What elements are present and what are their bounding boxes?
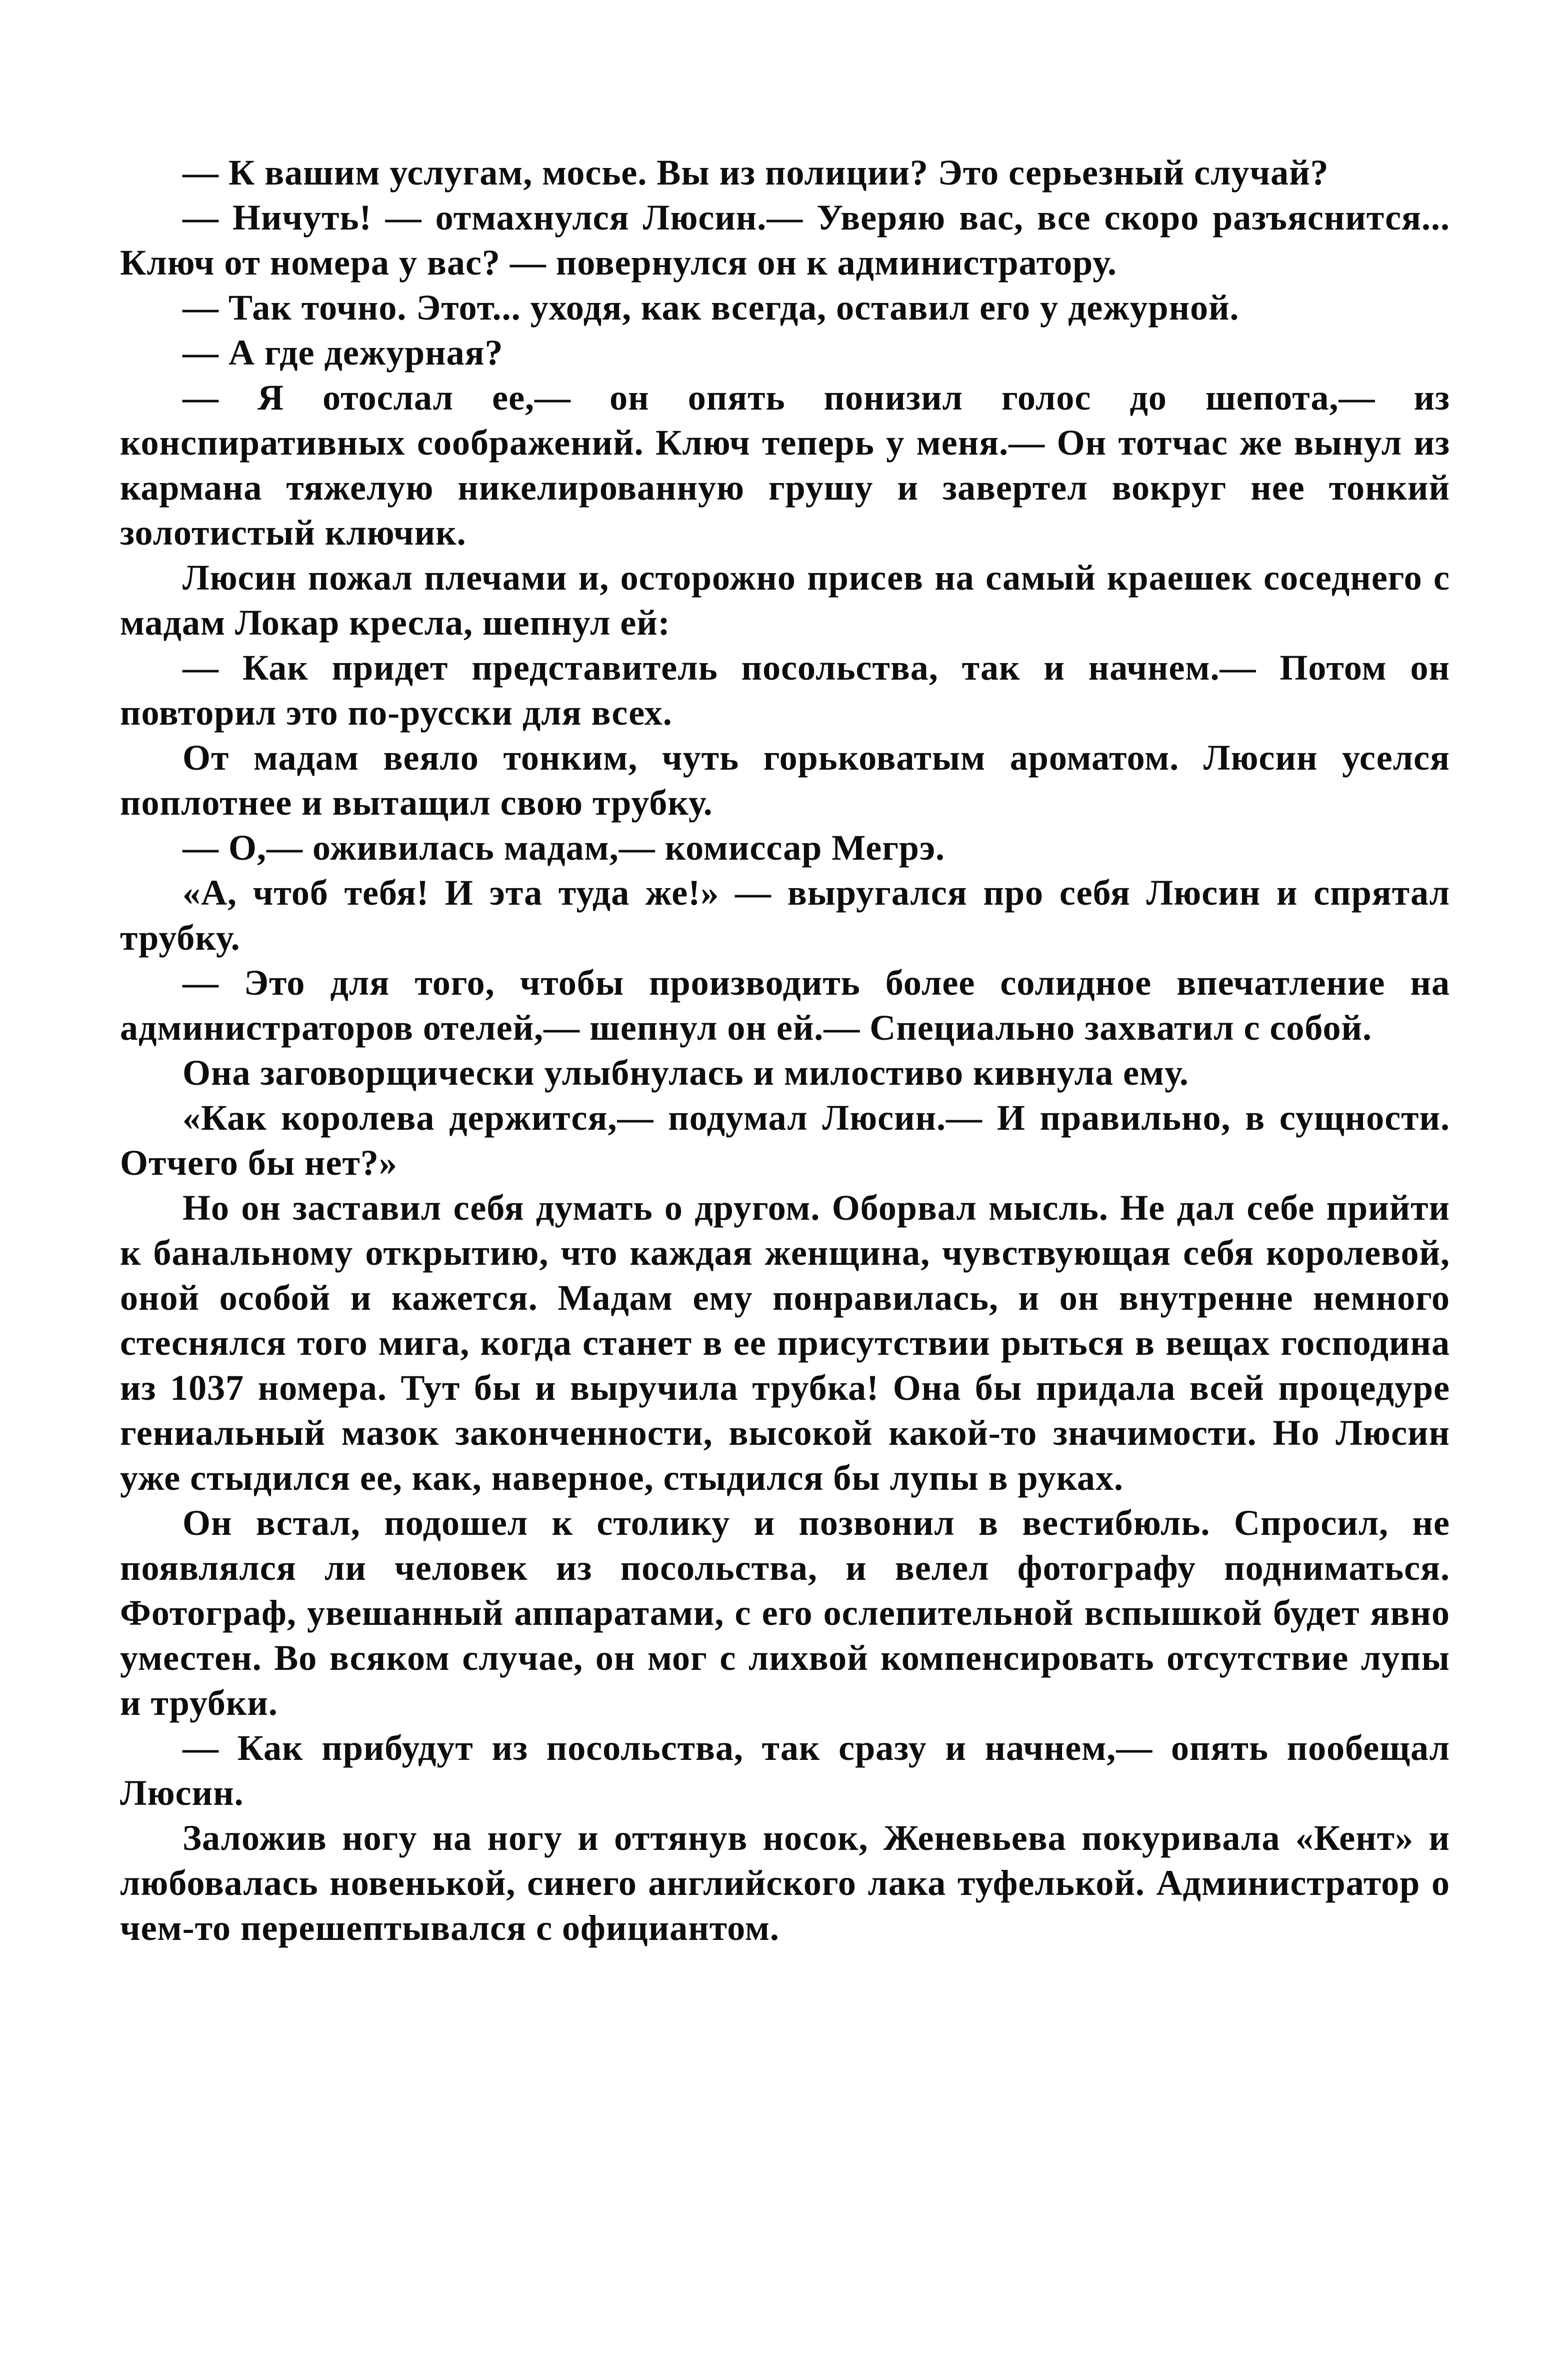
paragraph: «А, чтоб тебя! И эта туда же!» — выругался про себя Люсин и спрятал трубку.	[120, 873, 1450, 958]
paragraph: Но он заставил себя думать о другом. Оборвал мысль. Не дал себе прийти к банальному открытию, что каждая женщина, чувствующая себя королевой, оной особой и кажется. Мадам ему понравилась, и он внутренне немного стеснялся того мига, когда станет в ее присутствии рыться в вещах господина из 1037 номера. Тут бы и выручила трубка! Она бы придала всей процедуре гениальный мазок законченности, высокой какой-то значимости. Но Люсин уже стыдился ее, как, наверное, стыдился бы лупы в руках.	[120, 1188, 1450, 1498]
paragraph: — Как придет представитель посольства, так и начнем.— Потом он повторил это по-русски для всех.	[120, 648, 1450, 733]
paragraph: «Как королева держится,— подумал Люсин.— И правильно, в сущности. Отчего бы нет?»	[120, 1098, 1450, 1183]
paragraph: — Ничуть! — отмахнулся Люсин.— Уверяю вас, все скоро разъяснится... Ключ от номера у вас? — повернулся он к администратору.	[120, 198, 1450, 283]
paragraph: Заложив ногу на ногу и оттянув носок, Женевьева покуривала «Кент» и любовалась новенькой, синего английского лака туфелькой. Администратор о чем-то перешептывался с официантом.	[120, 1818, 1450, 1948]
paragraph: — А где дежурная?	[182, 333, 504, 373]
paragraph: Он встал, подошел к столику и позвонил в вестибюль. Спросил, не появлялся ли человек из посольства, и велел фотографу подниматься. Фотограф, увешанный аппаратами, с его ослепительной вспышкой будет явно уместен. Во всяком случае, он мог с лихвой компенсировать отсутствие лупы и трубки.	[120, 1503, 1450, 1723]
paragraph: — Как прибудут из посольства, так сразу и начнем,— опять пообещал Люсин.	[120, 1728, 1450, 1813]
paragraph: — Я отослал ее,— он опять понизил голос до шепота,— из конспиративных соображений. Ключ теперь у меня.— Он тотчас же вынул из кармана тяжелую никелированную грушу и завертел вокруг нее тонкий золотистый ключик.	[120, 378, 1450, 553]
paragraph: — О,— оживилась мадам,— комиссар Мегрэ.	[182, 828, 946, 868]
paragraph: — К вашим услугам, мосье. Вы из полиции? Это серьезный случай?	[182, 153, 1329, 193]
paragraph: — Это для того, чтобы производить более солидное впечатление на администраторов отелей,— шепнул он ей.— Специально захватил с собой.	[120, 963, 1450, 1048]
paragraph: — Так точно. Этот... уходя, как всегда, оставил его у дежурной.	[182, 288, 1240, 328]
paragraph: Она заговорщически улыбнулась и милостиво кивнула ему.	[182, 1053, 1189, 1093]
paragraph: От мадам веяло тонким, чуть горьковатым ароматом. Люсин уселся поплотнее и вытащил свою трубку.	[120, 738, 1450, 823]
paragraph: Люсин пожал плечами и, осторожно присев на самый краешек соседнего с мадам Локар кресла, шепнул ей:	[120, 558, 1450, 643]
page-text	[120, 150, 1450, 1950]
